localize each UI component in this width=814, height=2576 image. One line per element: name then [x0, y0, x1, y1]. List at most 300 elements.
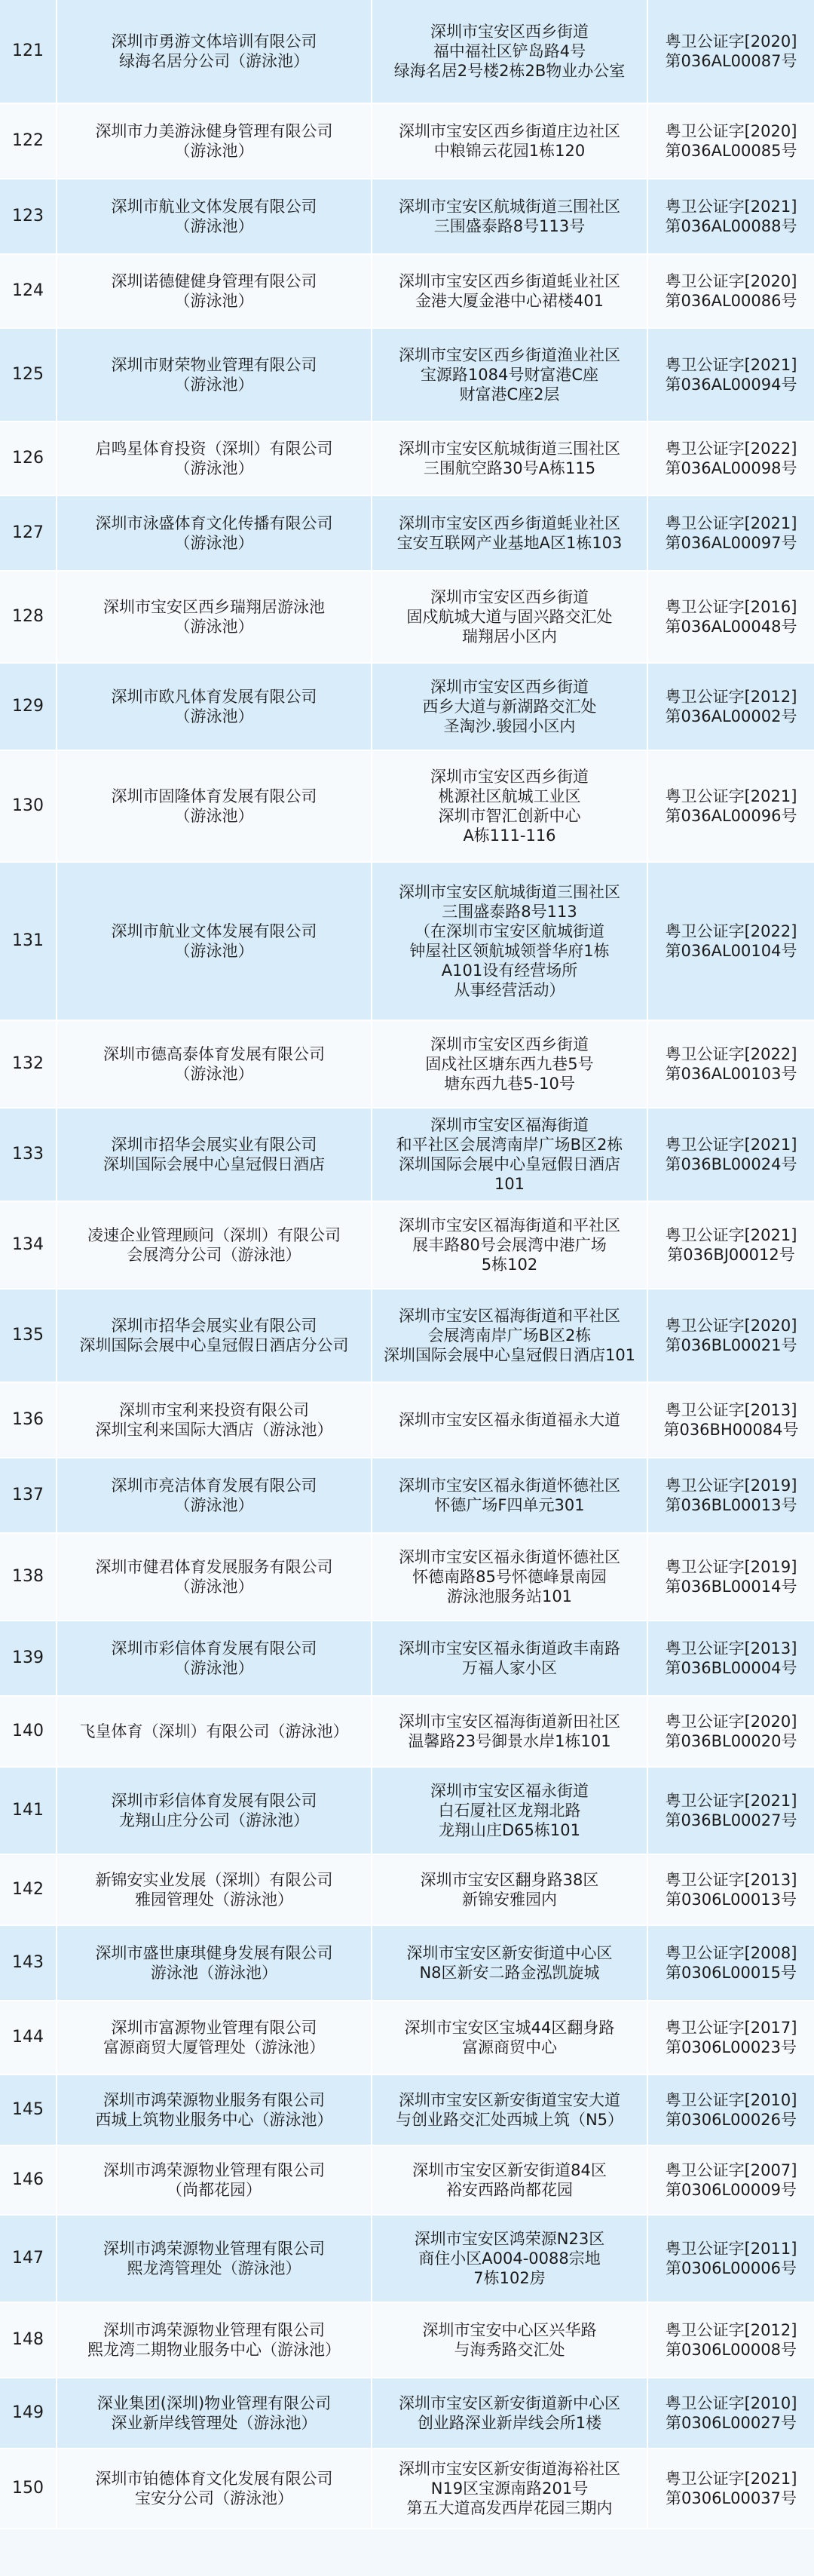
license-cell-line: 第036AL00094号	[665, 376, 797, 394]
table-row	[0, 1109, 814, 1202]
company-name-cell-line: 宝安分公司（游泳池）	[135, 2489, 293, 2507]
address-cell-line: 西乡大道与新湖路交汇处	[422, 698, 597, 716]
address-cell-line: 从事经营活动）	[454, 981, 565, 999]
license-cell-line: 第0306L00037号	[666, 2489, 797, 2507]
company-name-cell-line: 深圳国际会展中心皇冠假日酒店分公司	[79, 1336, 349, 1354]
address-cell-line: 创业路深业新岸线会所1楼	[417, 2414, 602, 2432]
license-cell	[648, 751, 814, 863]
row-number-cell	[0, 1383, 57, 1458]
company-name-cell	[57, 1290, 372, 1383]
license-cell-line: 第036AL00002号	[665, 707, 797, 725]
company-name-cell-line: 熙龙湾二期物业服务中心（游泳池）	[87, 2341, 341, 2359]
row-number-cell-line: 148	[12, 2330, 44, 2349]
address-cell-line: 深圳市宝安区新安街道中心区	[406, 1944, 613, 1962]
address-cell-line: 游泳池服务站101	[446, 1587, 573, 1605]
row-number-cell-line: 133	[12, 1145, 44, 1164]
license-cell-line: 第0306L00023号	[666, 2038, 797, 2056]
table-row	[0, 2146, 814, 2216]
company-name-cell-line: 深圳市鸿荣源物业管理有限公司	[103, 2240, 325, 2258]
company-name-cell-line: 深圳市富源物业管理有限公司	[111, 2019, 317, 2037]
company-name-cell-line: 深圳市财荣物业管理有限公司	[111, 356, 317, 374]
address-cell-line: 深圳市宝安区翻身路38区	[420, 1871, 599, 1889]
address-cell-line: 三围航空路30号A栋115	[423, 459, 596, 477]
address-cell-line: 绿海名居2号楼2栋2B物业办公室	[393, 62, 626, 80]
address-cell	[372, 179, 648, 255]
license-cell-line: 粤卫公证字[2017]	[665, 2019, 797, 2037]
row-number-cell-line: 128	[12, 607, 44, 626]
address-cell-line: 裕安西路尚都花园	[446, 2181, 573, 2199]
company-name-cell-line: 深圳市鸿荣源物业管理有限公司	[103, 2321, 325, 2339]
address-cell-line: 深圳国际会展中心皇冠假日酒店101	[383, 1346, 636, 1364]
address-cell-line: 深圳市宝安区宝城44区翻身路	[404, 2019, 615, 2037]
row-number-cell	[0, 1202, 57, 1290]
license-cell-line: 第036BL00024号	[665, 1155, 797, 1173]
table-row	[0, 2378, 814, 2449]
license-cell	[648, 1534, 814, 1621]
company-name-cell-line: 深圳国际会展中心皇冠假日酒店	[103, 1155, 325, 1173]
company-name-cell-line: （游泳池）	[174, 217, 254, 235]
company-name-cell	[57, 1855, 372, 1926]
address-cell-line: 与创业路交汇处西城上筑（N5）	[395, 2111, 624, 2129]
license-cell	[648, 2378, 814, 2449]
company-name-cell-line: 深圳市航业文体发展有限公司	[111, 922, 317, 940]
address-cell-line: 深圳市宝安区新安街道宝安大道	[399, 2091, 620, 2109]
address-cell	[372, 751, 648, 863]
company-name-cell-line: （游泳池）	[174, 1496, 254, 1514]
address-cell-line: 深圳市宝安区航城街道三围社区	[399, 883, 620, 901]
company-name-cell	[57, 1021, 372, 1109]
company-name-cell	[57, 1697, 372, 1768]
license-cell	[648, 496, 814, 572]
company-name-cell	[57, 2216, 372, 2303]
address-cell-line: 商住小区A004-0088宗地	[418, 2249, 601, 2268]
license-cell-line: 粤卫公证字[2013]	[665, 1871, 797, 1889]
license-cell-line: 粤卫公证字[2021]	[665, 1792, 797, 1810]
row-number-cell	[0, 1855, 57, 1926]
license-cell-line: 第0306L00008号	[666, 2341, 797, 2359]
company-name-cell-line: （游泳池）	[174, 618, 254, 636]
row-number-cell	[0, 1697, 57, 1768]
license-cell-line: 粤卫公证字[2021]	[665, 356, 797, 374]
address-cell-line: 圣淘沙.骏园小区内	[443, 717, 576, 735]
row-number-cell	[0, 496, 57, 572]
address-cell-line: 深圳市宝安区西乡街道	[430, 1035, 589, 1053]
table-row	[0, 179, 814, 255]
company-name-cell	[57, 104, 372, 179]
license-cell	[648, 2449, 814, 2529]
address-cell-line: 三围盛泰路8号113号	[433, 217, 586, 235]
company-name-cell	[57, 0, 372, 104]
license-cell-line: 粤卫公证字[2022]	[665, 440, 797, 458]
company-name-cell-line: （游泳池）	[174, 942, 254, 960]
company-name-cell-line: 深圳市彩信体育发展有限公司	[111, 1792, 317, 1810]
license-cell-line: 粤卫公证字[2013]	[665, 1401, 797, 1419]
license-cell-line: 第036AL00086号	[665, 292, 797, 310]
row-number-cell	[0, 1290, 57, 1383]
row-number-cell-line: 129	[12, 697, 44, 716]
license-cell	[648, 1021, 814, 1109]
license-cell-line: 粤卫公证字[2020]	[665, 1713, 797, 1731]
license-cell-line: 第036BL00014号	[665, 1578, 797, 1596]
address-cell-line: 深圳国际会展中心皇冠假日酒店	[399, 1155, 620, 1173]
row-number-cell	[0, 2001, 57, 2075]
table-row	[0, 1534, 814, 1621]
company-name-cell-line: 深圳市泳盛体育文化传播有限公司	[95, 514, 333, 532]
company-name-cell	[57, 2075, 372, 2146]
address-cell	[372, 1458, 648, 1534]
address-cell-line: 中粮锦云花园1栋120	[433, 142, 586, 160]
license-cell	[648, 2075, 814, 2146]
company-name-cell-line: 启鸣星体育投资（深圳）有限公司	[95, 440, 333, 458]
address-cell-line: 深圳市宝安区西乡街道庄边社区	[399, 122, 620, 140]
address-cell-line: 深圳市宝安中心区兴华路	[422, 2321, 597, 2339]
address-cell	[372, 1534, 648, 1621]
company-name-cell	[57, 1534, 372, 1621]
license-cell	[648, 1697, 814, 1768]
license-cell-line: 粤卫公证字[2022]	[665, 922, 797, 940]
license-cell-line: 粤卫公证字[2022]	[665, 1045, 797, 1063]
company-name-cell-line: 深圳市铂德体育文化发展有限公司	[95, 2470, 333, 2488]
license-cell-line: 粤卫公证字[2012]	[665, 2321, 797, 2339]
row-number-cell	[0, 1621, 57, 1697]
address-cell-line: 固戍社区塘东西九巷5号	[425, 1055, 594, 1073]
address-cell	[372, 1109, 648, 1202]
company-name-cell-line: 深圳市招华会展实业有限公司	[111, 1136, 317, 1154]
address-cell-line: 固戍航城大道与固兴路交汇处	[406, 608, 613, 626]
license-cell-line: 粤卫公证字[2020]	[665, 32, 797, 51]
address-cell	[372, 2075, 648, 2146]
company-name-cell	[57, 751, 372, 863]
license-cell-line: 第0306L00026号	[666, 2111, 797, 2129]
address-cell-line: 深圳市宝安区福永街道怀德社区	[399, 1548, 620, 1566]
table-row	[0, 664, 814, 751]
license-cell	[648, 104, 814, 179]
row-number-cell	[0, 329, 57, 422]
license-cell-line: 第036BL00004号	[665, 1659, 797, 1677]
address-cell-line: 深圳市宝安区福永街道怀德社区	[399, 1477, 620, 1495]
license-cell-line: 第036AL00097号	[665, 534, 797, 552]
row-number-cell	[0, 1768, 57, 1855]
table-row	[0, 1621, 814, 1697]
company-name-cell	[57, 572, 372, 664]
table-row	[0, 2216, 814, 2303]
license-cell-line: 粤卫公证字[2011]	[665, 2240, 797, 2258]
license-cell-line: 粤卫公证字[2010]	[665, 2091, 797, 2109]
row-number-cell	[0, 751, 57, 863]
address-cell-line: 怀德南路85号怀德峰景南园	[412, 1568, 607, 1586]
license-cell-line: 粤卫公证字[2007]	[665, 2161, 797, 2179]
row-number-cell-line: 125	[12, 365, 44, 384]
row-number-cell-line: 137	[12, 1486, 44, 1504]
address-cell	[372, 1383, 648, 1458]
company-name-cell-line: （游泳池）	[174, 707, 254, 725]
address-cell-line: 宝安互联网产业基地A区1栋103	[396, 534, 623, 552]
address-cell	[372, 329, 648, 422]
license-cell-line: 粤卫公证字[2019]	[665, 1558, 797, 1576]
table-row	[0, 2075, 814, 2146]
row-number-cell	[0, 1534, 57, 1621]
table-row	[0, 1926, 814, 2001]
address-cell	[372, 1926, 648, 2001]
row-number-cell	[0, 2146, 57, 2216]
company-name-cell-line: 富源商贸大厦管理处（游泳池）	[103, 2038, 325, 2056]
address-cell	[372, 1621, 648, 1697]
company-name-cell	[57, 863, 372, 1021]
row-number-cell-line: 140	[12, 1722, 44, 1740]
company-name-cell	[57, 2378, 372, 2449]
company-name-cell-line: 凌速企业管理顾问（深圳）有限公司	[87, 1226, 341, 1244]
table-row	[0, 422, 814, 496]
license-cell-line: 粤卫公证字[2010]	[665, 2394, 797, 2412]
company-name-cell	[57, 1458, 372, 1534]
address-cell-line: 怀德广场F四单元301	[434, 1496, 585, 1514]
row-number-cell-line: 126	[12, 449, 44, 468]
company-name-cell	[57, 329, 372, 422]
address-cell	[372, 2001, 648, 2075]
address-cell-line: N8区新安二路金泓凯旋城	[419, 1964, 600, 1982]
license-cell	[648, 255, 814, 329]
row-number-cell-line: 141	[12, 1801, 44, 1820]
address-cell-line: A101设有经营场所	[441, 961, 578, 980]
row-number-cell-line: 135	[12, 1326, 44, 1345]
company-name-cell-line: 西城上筑物业服务中心（游泳池）	[95, 2111, 333, 2129]
license-cell-line: 第0306L00027号	[666, 2414, 797, 2432]
license-cell	[648, 1290, 814, 1383]
company-name-cell-line: 深圳市勇游文体培训有限公司	[111, 32, 317, 51]
company-name-cell-line: 游泳池（游泳池）	[151, 1964, 277, 1982]
table-row	[0, 496, 814, 572]
row-number-cell	[0, 255, 57, 329]
license-cell	[648, 1855, 814, 1926]
table-row	[0, 255, 814, 329]
address-cell-line: 深圳市宝安区航城街道三围社区	[399, 440, 620, 458]
address-cell-line: 瑞翔居小区内	[462, 627, 557, 646]
license-cell-line: 粤卫公证字[2020]	[665, 1317, 797, 1335]
table-row	[0, 863, 814, 1021]
address-cell	[372, 2146, 648, 2216]
license-cell-line: 第036AL00088号	[665, 217, 797, 235]
address-cell-line: 深圳市宝安区新安街道海裕社区	[399, 2460, 620, 2478]
address-cell-line: 龙翔山庄D65栋101	[439, 1821, 580, 1839]
license-cell-line: 粤卫公证字[2021]	[665, 198, 797, 216]
license-cell-line: 第036BH00084号	[663, 1421, 799, 1439]
company-name-cell-line: 深圳市固隆体育发展有限公司	[111, 787, 317, 805]
address-cell	[372, 2378, 648, 2449]
company-name-cell-line: 熙龙湾管理处（游泳池）	[127, 2259, 301, 2277]
address-cell-line: 和平社区会展湾南岸广场B区2栋	[396, 1136, 623, 1154]
company-name-cell	[57, 1768, 372, 1855]
address-cell-line: 白石厦社区龙翔北路	[438, 1802, 581, 1820]
table-row	[0, 1458, 814, 1534]
license-cell	[648, 422, 814, 496]
company-name-cell-line: 深圳宝利来国际大酒店（游泳池）	[95, 1421, 333, 1439]
company-name-cell-line: 深圳市鸿荣源物业管理有限公司	[103, 2161, 325, 2179]
license-cell	[648, 2216, 814, 2303]
table-row	[0, 1202, 814, 1290]
address-cell	[372, 2449, 648, 2529]
address-cell-line: 富源商贸中心	[462, 2038, 557, 2056]
company-name-cell-line: 新锦安实业发展（深圳）有限公司	[95, 1871, 333, 1889]
company-name-cell-line: （游泳池）	[174, 142, 254, 160]
address-cell-line: 深圳市宝安区西乡街道	[430, 588, 589, 606]
table-row	[0, 104, 814, 179]
license-cell-line: 粤卫公证字[2016]	[665, 598, 797, 616]
company-name-cell-line: 雅园管理处（游泳池）	[135, 1891, 293, 1909]
row-number-cell	[0, 863, 57, 1021]
row-number-cell-line: 145	[12, 2100, 44, 2119]
address-cell-line: 深圳市智汇创新中心	[438, 807, 581, 825]
license-cell	[648, 1926, 814, 2001]
company-name-cell-line: （游泳池）	[174, 1659, 254, 1677]
address-cell	[372, 664, 648, 751]
license-cell-line: 第0306L00006号	[666, 2259, 797, 2277]
row-number-cell	[0, 2378, 57, 2449]
address-cell-line: 三围盛泰路8号113	[442, 903, 577, 921]
row-number-cell-line: 131	[12, 931, 44, 950]
license-cell-line: 粤卫公证字[2021]	[665, 787, 797, 805]
license-cell	[648, 179, 814, 255]
row-number-cell-line: 146	[12, 2170, 44, 2189]
company-name-cell-line: 深圳市力美游泳健身管理有限公司	[95, 122, 333, 140]
address-cell-line: 万福人家小区	[462, 1659, 557, 1677]
company-name-cell-line: （游泳池）	[174, 292, 254, 310]
license-cell-line: 第036AL00104号	[665, 942, 797, 960]
row-number-cell	[0, 2449, 57, 2529]
address-cell-line: 塘东西九巷5-10号	[444, 1075, 575, 1093]
license-cell-line: 第036AL00103号	[665, 1065, 797, 1083]
address-cell	[372, 0, 648, 104]
row-number-cell	[0, 422, 57, 496]
company-name-cell-line: 深圳市德高泰体育发展有限公司	[103, 1045, 325, 1063]
row-number-cell-line: 134	[12, 1235, 44, 1254]
address-cell	[372, 1202, 648, 1290]
company-name-cell-line: （游泳池）	[174, 534, 254, 552]
company-name-cell-line: 龙翔山庄分公司（游泳池）	[119, 1811, 309, 1829]
license-cell	[648, 1383, 814, 1458]
row-number-cell-line: 138	[12, 1567, 44, 1586]
address-cell-line: 深圳市宝安区福海街道	[430, 1116, 589, 1134]
address-cell	[372, 1290, 648, 1383]
company-name-cell-line: 深圳市宝利来投资有限公司	[119, 1401, 309, 1419]
license-cell-line: 粤卫公证字[2021]	[665, 1226, 797, 1244]
company-name-cell	[57, 1109, 372, 1202]
address-cell	[372, 255, 648, 329]
company-name-cell-line: （游泳池）	[174, 376, 254, 394]
row-number-cell	[0, 0, 57, 104]
company-name-cell-line: 深业新岸线管理处（游泳池）	[111, 2414, 317, 2432]
address-cell-line: 深圳市宝安区西乡街道	[430, 678, 589, 696]
row-number-cell-line: 121	[12, 41, 44, 60]
row-number-cell-line: 130	[12, 796, 44, 815]
company-name-cell-line: （游泳池）	[174, 459, 254, 477]
address-cell	[372, 2216, 648, 2303]
row-number-cell-line: 136	[12, 1410, 44, 1429]
row-number-cell-line: 147	[12, 2249, 44, 2268]
company-name-cell-line: （游泳池）	[174, 1065, 254, 1083]
table-row	[0, 2449, 814, 2529]
address-cell-line: 桃源社区航城工业区	[438, 787, 581, 805]
license-cell	[648, 2001, 814, 2075]
license-cell	[648, 329, 814, 422]
company-name-cell	[57, 179, 372, 255]
license-cell	[648, 664, 814, 751]
table-row	[0, 2001, 814, 2075]
license-cell-line: 第036BL00021号	[665, 1336, 797, 1354]
row-number-cell	[0, 2075, 57, 2146]
row-number-cell	[0, 1458, 57, 1534]
row-number-cell-line: 127	[12, 523, 44, 542]
license-cell-line: 第036BL00020号	[665, 1732, 797, 1750]
row-number-cell-line: 144	[12, 2028, 44, 2047]
license-cell-line: 粤卫公证字[2019]	[665, 1477, 797, 1495]
table-row	[0, 1290, 814, 1383]
company-name-cell	[57, 255, 372, 329]
table-row	[0, 1768, 814, 1855]
company-name-cell-line: 深圳市健君体育发展服务有限公司	[95, 1558, 333, 1576]
license-cell-line: 粤卫公证字[2020]	[665, 272, 797, 290]
company-name-cell	[57, 422, 372, 496]
table-row	[0, 1697, 814, 1768]
address-cell-line: 深圳市宝安区西乡街道	[430, 768, 589, 786]
license-cell	[648, 0, 814, 104]
company-name-cell	[57, 664, 372, 751]
row-number-cell-line: 124	[12, 281, 44, 300]
address-cell-line: 7栋102房	[473, 2269, 546, 2287]
license-cell-line: 第036AL00048号	[665, 618, 797, 636]
license-cell-line: 第036BJ00012号	[667, 1246, 795, 1264]
company-name-cell	[57, 2303, 372, 2378]
address-cell-line: 与海秀路交汇处	[454, 2341, 565, 2359]
address-cell-line: 深圳市宝安区福永街道政丰南路	[399, 1639, 620, 1658]
address-cell-line: 深圳市宝安区西乡街道渔业社区	[399, 346, 620, 364]
address-cell	[372, 1768, 648, 1855]
table-row	[0, 2303, 814, 2378]
row-number-cell	[0, 2303, 57, 2378]
table-row	[0, 1383, 814, 1458]
address-cell	[372, 1697, 648, 1768]
company-name-cell	[57, 2449, 372, 2529]
address-cell-line: 深圳市宝安区西乡街道蚝业社区	[399, 514, 620, 532]
company-name-cell-line: 深圳市宝安区西乡瑞翔居游泳池	[103, 598, 325, 616]
license-cell	[648, 1458, 814, 1534]
address-cell-line: 深圳市宝安区福海街道和平社区	[399, 1307, 620, 1325]
license-cell-line: 第036AL00096号	[665, 807, 797, 825]
row-number-cell-line: 139	[12, 1648, 44, 1667]
address-cell-line: 深圳市宝安区福海街道新田社区	[399, 1713, 620, 1731]
address-cell-line: 钟屋社区领航城领誉华府1栋	[409, 942, 610, 960]
license-cell	[648, 1109, 814, 1202]
row-number-cell	[0, 179, 57, 255]
table-row	[0, 1021, 814, 1109]
license-cell-line: 第0306L00015号	[666, 1964, 797, 1982]
license-cell-line: 第036AL00087号	[665, 52, 797, 70]
address-cell-line: 深圳市宝安区福永街道福永大道	[399, 1411, 620, 1429]
company-name-cell-line: 深圳市鸿荣源物业服务有限公司	[103, 2091, 325, 2109]
address-cell	[372, 104, 648, 179]
row-number-cell-line: 150	[12, 2479, 44, 2498]
address-cell	[372, 1855, 648, 1926]
address-cell-line: 会展湾南岸广场B区2栋	[427, 1326, 592, 1345]
table-row	[0, 329, 814, 422]
address-cell-line: 深圳市宝安区航城街道三围社区	[399, 198, 620, 216]
address-cell	[372, 572, 648, 664]
table-row	[0, 1855, 814, 1926]
company-name-cell-line: 深圳市航业文体发展有限公司	[111, 198, 317, 216]
license-cell	[648, 863, 814, 1021]
company-name-cell	[57, 2001, 372, 2075]
address-cell-line: 深圳市宝安区西乡街道蚝业社区	[399, 272, 620, 290]
address-cell-line: 深圳市宝安区西乡街道	[430, 23, 589, 41]
